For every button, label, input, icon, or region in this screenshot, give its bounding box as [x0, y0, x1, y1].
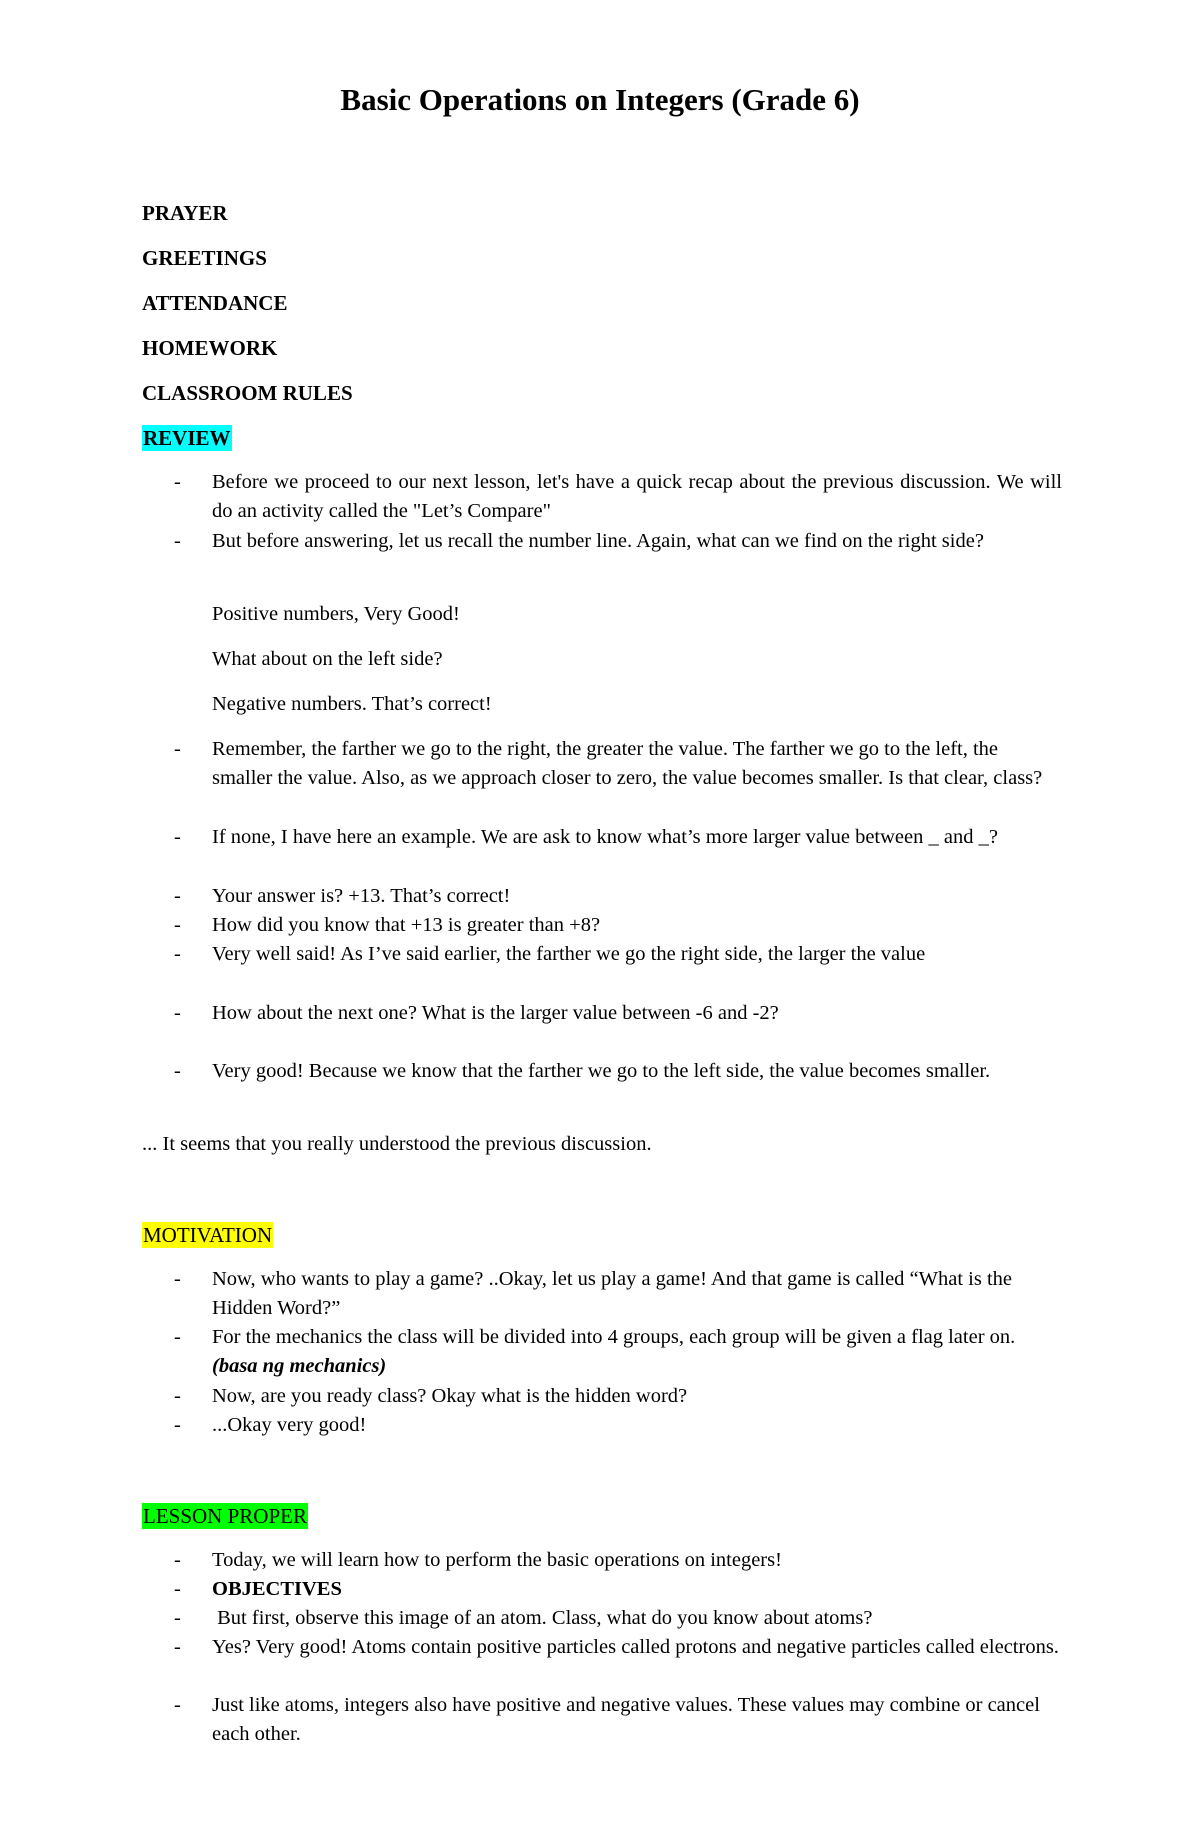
bullet-dash: -	[174, 738, 181, 760]
review-item-7	[174, 940, 1062, 969]
review-item-9-text: Very good! Because we know that the farther we go to the left side, the value becomes smaller.	[212, 1060, 991, 1082]
review-item-4-text: If none, I have here an example. We are ask to know what’s more larger value between _ and _?	[212, 826, 998, 848]
review-response-2: What about on the left side?	[212, 648, 443, 670]
bullet-dash: -	[174, 914, 181, 936]
review-item-2-text: But before answering, let us recall the number line. Again, what can we find on the right side?	[212, 530, 984, 552]
lesson-item-1	[174, 1546, 1062, 1575]
review-item-5-text: Your answer is? +13. That’s correct!	[212, 885, 511, 907]
motivation-item-2-text	[212, 1323, 1062, 1381]
lesson-item-5	[174, 1691, 1062, 1749]
motivation-item-3	[174, 1382, 1062, 1411]
motivation-item-3-text: Now, are you ready class? Okay what is the hidden word?	[212, 1385, 688, 1407]
review-item-1	[174, 468, 1062, 526]
review-item-3-text: Remember, the farther we go to the right, the greater the value. The farther we go to the left, the smaller the value. Also, as we approach closer to zero, the value becomes smaller. Is that clear, class?	[212, 738, 1043, 789]
motivation-item-2	[174, 1323, 1062, 1381]
review-item-7-text: Very well said! As I’ve said earlier, the farther we go the right side, the larger the value	[212, 943, 926, 965]
lesson-item-5-text: Just like atoms, integers also have positive and negative values. These values may combine or cancel each other.	[212, 1694, 1040, 1745]
bullet-dash: -	[174, 826, 181, 848]
bullet-dash: -	[174, 1268, 181, 1290]
heading-greetings: GREETINGS	[142, 246, 267, 270]
heading-homework: HOMEWORK	[142, 336, 278, 360]
review-item-6-text: How did you know that +13 is greater than +8?	[212, 914, 601, 936]
heading-lesson-proper: LESSON PROPER	[143, 1504, 307, 1528]
review-item-6	[174, 911, 1062, 940]
review-item-2	[174, 527, 1062, 556]
bullet-dash: -	[174, 943, 181, 965]
lesson-item-4	[174, 1633, 1062, 1662]
bullet-dash: -	[174, 1694, 181, 1716]
document-title: Basic Operations on Integers (Grade 6)	[340, 82, 860, 117]
bullet-dash: -	[174, 471, 181, 493]
bullet-dash: -	[174, 1636, 181, 1658]
review-item-1-text: Before we proceed to our next lesson, let's have a quick recap about the previous discussion. We will do an activity called the "Let’s Compare"	[212, 471, 1062, 522]
review-item-3	[174, 735, 1062, 793]
lesson-item-4-text: Yes? Very good! Atoms contain positive particles called protons and negative particles called electrons.	[212, 1636, 1059, 1658]
bullet-dash: -	[174, 1549, 181, 1571]
review-item-8	[174, 999, 1062, 1028]
motivation-item-1-text: Now, who wants to play a game? ..Okay, let us play a game! And that game is called “What is the Hidden Word?”	[212, 1268, 1013, 1319]
motivation-item-2-note: (basa ng mechanics)	[212, 1355, 387, 1377]
heading-classroom-rules: CLASSROOM RULES	[142, 381, 353, 405]
review-item-9	[174, 1057, 1062, 1086]
bullet-dash: -	[174, 1578, 181, 1600]
review-item-4	[174, 823, 1062, 852]
review-item-5	[174, 882, 1062, 911]
lesson-objectives: OBJECTIVES	[212, 1578, 342, 1600]
bullet-dash: -	[174, 1060, 181, 1082]
bullet-dash: -	[174, 1607, 181, 1629]
motivation-item-2-main: For the mechanics the class will be divided into 4 groups, each group will be given a flag later on.	[212, 1326, 1016, 1348]
review-item-8-text: How about the next one? What is the larger value between -6 and -2?	[212, 1002, 779, 1024]
motivation-item-1	[174, 1265, 1062, 1323]
review-response-1: Positive numbers, Very Good!	[212, 603, 460, 625]
bullet-dash: -	[174, 1326, 181, 1348]
lesson-item-3	[174, 1604, 1062, 1633]
bullet-dash: -	[174, 530, 181, 552]
bullet-dash: -	[174, 1002, 181, 1024]
lesson-item-2	[174, 1575, 1062, 1604]
review-response-3: Negative numbers. That’s correct!	[212, 693, 492, 715]
bullet-dash: -	[174, 1414, 181, 1436]
lesson-item-1-text: Today, we will learn how to perform the basic operations on integers!	[212, 1549, 782, 1571]
bullet-dash: -	[174, 1385, 181, 1407]
heading-review: REVIEW	[143, 426, 231, 450]
review-closing: ... It seems that you really understood the previous discussion.	[142, 1133, 652, 1155]
heading-motivation: MOTIVATION	[143, 1223, 273, 1247]
bullet-dash: -	[174, 885, 181, 907]
motivation-item-4-text: ...Okay very good!	[212, 1414, 367, 1436]
lesson-item-3-text: But first, observe this image of an atom. Class, what do you know about atoms?	[212, 1607, 873, 1629]
heading-prayer: PRAYER	[142, 201, 228, 225]
heading-attendance: ATTENDANCE	[142, 291, 288, 315]
motivation-item-4	[174, 1411, 1062, 1440]
